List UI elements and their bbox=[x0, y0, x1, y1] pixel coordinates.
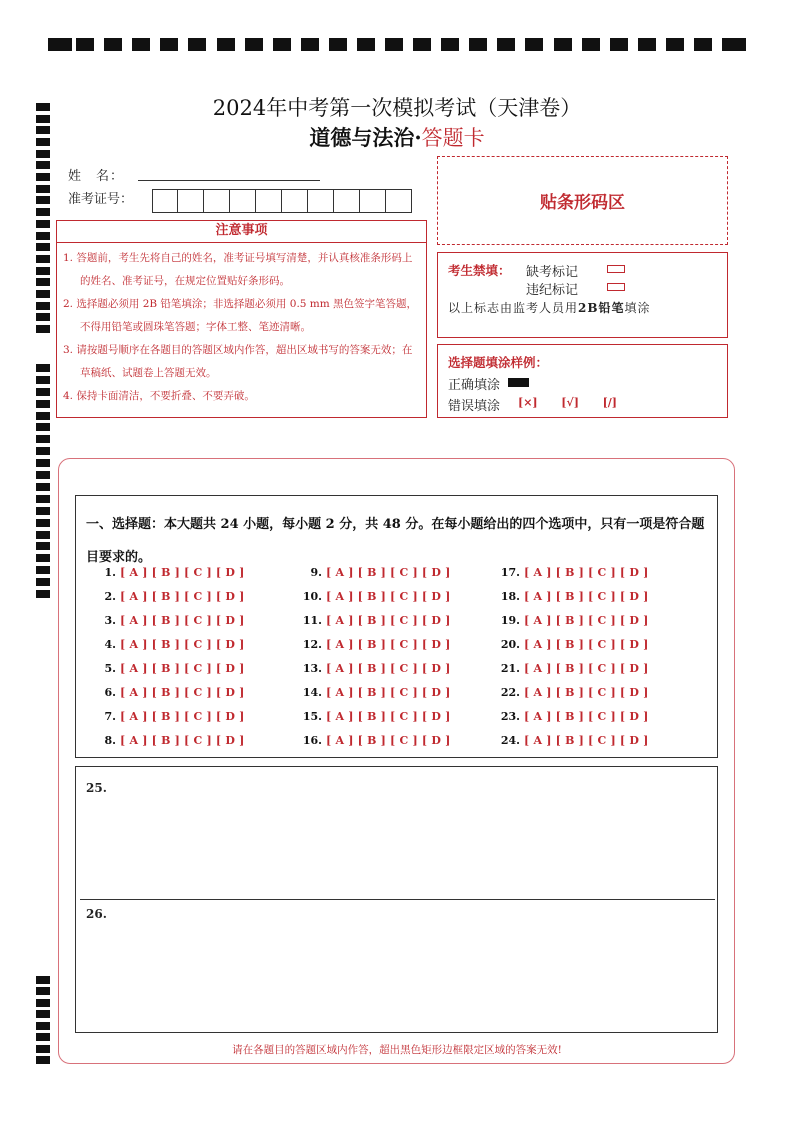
id-digit-box[interactable] bbox=[204, 189, 230, 213]
question-number: 6. bbox=[104, 686, 116, 699]
choice-options[interactable]: [ A ] [ B ] [ C ] [ D ] bbox=[520, 590, 649, 603]
timing-mark bbox=[385, 38, 403, 51]
timing-mark bbox=[160, 38, 178, 51]
timing-mark bbox=[36, 278, 50, 286]
timing-mark bbox=[48, 38, 72, 51]
timing-mark bbox=[36, 566, 50, 574]
question-25-number: 25. bbox=[86, 781, 107, 795]
choice-row[interactable] bbox=[98, 638, 245, 662]
choice-row[interactable] bbox=[298, 686, 451, 710]
exam-subtitle bbox=[0, 122, 794, 152]
timing-mark bbox=[36, 400, 50, 408]
timing-mark bbox=[582, 38, 600, 51]
timing-mark bbox=[694, 38, 712, 51]
timing-mark bbox=[36, 290, 50, 298]
answer-card-label: 答题卡 bbox=[421, 126, 485, 150]
choice-options[interactable]: [ A ] [ B ] [ C ] [ D ] bbox=[520, 614, 649, 627]
timing-mark bbox=[36, 173, 50, 181]
timing-mark bbox=[36, 1010, 50, 1018]
question-number: 5. bbox=[104, 662, 116, 675]
timing-mark bbox=[245, 38, 263, 51]
question-number: 20. bbox=[500, 638, 520, 651]
choice-row[interactable] bbox=[496, 614, 649, 638]
notice-heading: 注意事项 bbox=[57, 221, 426, 243]
timing-mark bbox=[36, 435, 50, 443]
choice-options[interactable]: [ A ] [ B ] [ C ] [ D ] bbox=[116, 710, 245, 723]
timing-mark bbox=[36, 161, 50, 169]
timing-mark bbox=[36, 220, 50, 228]
fill-sample-box bbox=[437, 344, 728, 418]
choice-row[interactable] bbox=[98, 734, 245, 758]
choice-options[interactable]: [ A ] [ B ] [ C ] [ D ] bbox=[322, 686, 451, 699]
question-divider bbox=[80, 899, 715, 900]
choice-options[interactable]: [ A ] [ B ] [ C ] [ D ] bbox=[322, 638, 451, 651]
multiple-choice-instructions: 一、选择题：本大题共 24 小题，每小题 2 分，共 48 分。在每小题给出的四个选项中，只有一项是符合题目要求的。 bbox=[86, 517, 705, 565]
choice-options[interactable]: [ A ] [ B ] [ C ] [ D ] bbox=[322, 662, 451, 675]
barcode-label: 贴条形码区 bbox=[540, 193, 625, 213]
question-number: 14. bbox=[302, 686, 322, 699]
question-number: 11. bbox=[302, 614, 322, 627]
question-number: 18. bbox=[500, 590, 520, 603]
choice-options[interactable]: [ A ] [ B ] [ C ] [ D ] bbox=[116, 590, 245, 603]
violation-mark-label: 违纪标记 bbox=[526, 283, 579, 298]
choice-options[interactable]: [ A ] [ B ] [ C ] [ D ] bbox=[322, 590, 451, 603]
absent-mark-box[interactable] bbox=[607, 265, 625, 273]
question-number: 15. bbox=[302, 710, 322, 723]
timing-mark bbox=[36, 459, 50, 467]
timing-mark bbox=[36, 313, 50, 321]
timing-mark bbox=[525, 38, 543, 51]
violation-mark-box[interactable] bbox=[607, 283, 625, 291]
question-number: 21. bbox=[500, 662, 520, 675]
timing-mark bbox=[36, 255, 50, 263]
timing-mark bbox=[329, 38, 347, 51]
question-number: 7. bbox=[104, 710, 116, 723]
timing-mark bbox=[36, 542, 50, 550]
timing-mark bbox=[36, 302, 50, 310]
timing-mark bbox=[36, 1033, 50, 1041]
choice-row[interactable] bbox=[98, 614, 245, 638]
id-digit-box[interactable] bbox=[334, 189, 360, 213]
choice-options[interactable]: [ A ] [ B ] [ C ] [ D ] bbox=[520, 638, 649, 651]
timing-mark bbox=[36, 208, 50, 216]
id-digit-box[interactable] bbox=[230, 189, 256, 213]
timing-mark bbox=[36, 554, 50, 562]
timing-mark bbox=[36, 364, 50, 372]
choice-row[interactable] bbox=[496, 686, 649, 710]
choice-row[interactable] bbox=[298, 638, 451, 662]
timing-mark bbox=[554, 38, 572, 51]
question-number: 13. bbox=[302, 662, 322, 675]
timing-mark bbox=[132, 38, 150, 51]
choice-row[interactable] bbox=[496, 710, 649, 734]
choice-options[interactable]: [ A ] [ B ] [ C ] [ D ] bbox=[116, 638, 245, 651]
choice-options[interactable]: [ A ] [ B ] [ C ] [ D ] bbox=[322, 710, 451, 723]
timing-mark bbox=[301, 38, 319, 51]
timing-mark bbox=[469, 38, 487, 51]
choice-options[interactable]: [ A ] [ B ] [ C ] [ D ] bbox=[520, 686, 649, 699]
exam-id-label: 准考证号： bbox=[68, 192, 134, 207]
examiner-only-label: 考生禁填： bbox=[448, 263, 511, 278]
choice-options[interactable]: [ A ] [ B ] [ C ] [ D ] bbox=[322, 734, 451, 747]
timing-mark bbox=[36, 1022, 50, 1030]
question-number: 1. bbox=[104, 566, 116, 579]
timing-mark bbox=[36, 243, 50, 251]
correct-fill-label: 正确填涂 bbox=[448, 378, 501, 393]
timing-mark bbox=[36, 578, 50, 586]
choice-options[interactable]: [ A ] [ B ] [ C ] [ D ] bbox=[322, 566, 451, 579]
timing-mark bbox=[104, 38, 122, 51]
question-number: 24. bbox=[500, 734, 520, 747]
footer-warning: 请在各题目的答题区域内作答，超出黑色矩形边框限定区域的答案无效! bbox=[232, 1044, 562, 1056]
timing-mark bbox=[36, 495, 50, 503]
timing-mark bbox=[36, 376, 50, 384]
name-label: 姓 名： bbox=[68, 169, 125, 184]
timing-mark bbox=[36, 976, 50, 984]
timing-mark bbox=[36, 999, 50, 1007]
choice-options[interactable]: [ A ] [ B ] [ C ] [ D ] bbox=[520, 734, 649, 747]
id-digit-box[interactable] bbox=[282, 189, 308, 213]
choice-options[interactable]: [ A ] [ B ] [ C ] [ D ] bbox=[520, 566, 649, 579]
choice-row[interactable] bbox=[496, 566, 649, 590]
timing-mark bbox=[36, 507, 50, 515]
choice-options[interactable]: [ A ] [ B ] [ C ] [ D ] bbox=[116, 734, 245, 747]
choice-row[interactable] bbox=[298, 590, 451, 614]
choice-options[interactable]: [ A ] [ B ] [ C ] [ D ] bbox=[116, 566, 245, 579]
fill-sample-label: 选择题填涂样例： bbox=[448, 355, 549, 370]
timing-mark bbox=[273, 38, 291, 51]
choice-row[interactable] bbox=[298, 566, 451, 590]
barcode-area bbox=[437, 156, 728, 245]
wrong-fill-marks: [×] [√] [/] bbox=[518, 396, 618, 409]
notice-item: 2. 选择题必须用 2B 铅笔填涂；非选择题必须用 0.5 mm 黑色签字笔答题，不得用铅笔或圆珠笔答题；字体工整、笔迹清晰。 bbox=[63, 298, 418, 333]
question-number: 22. bbox=[500, 686, 520, 699]
timing-mark bbox=[36, 232, 50, 240]
timing-mark bbox=[497, 38, 515, 51]
choice-column-2 bbox=[298, 566, 451, 758]
question-26-number: 26. bbox=[86, 907, 107, 921]
timing-mark bbox=[357, 38, 375, 51]
choice-options[interactable]: [ A ] [ B ] [ C ] [ D ] bbox=[116, 614, 245, 627]
choice-options[interactable]: [ A ] [ B ] [ C ] [ D ] bbox=[116, 662, 245, 675]
exam-id-boxes[interactable] bbox=[152, 189, 412, 213]
question-number: 4. bbox=[104, 638, 116, 651]
timing-mark bbox=[36, 267, 50, 275]
timing-mark bbox=[36, 519, 50, 527]
timing-mark bbox=[610, 38, 628, 51]
id-digit-box[interactable] bbox=[308, 189, 334, 213]
choice-options[interactable]: [ A ] [ B ] [ C ] [ D ] bbox=[520, 710, 649, 723]
timing-mark bbox=[36, 590, 50, 598]
examiner-only-box bbox=[437, 252, 728, 338]
timing-mark bbox=[36, 196, 50, 204]
choice-row[interactable] bbox=[298, 614, 451, 638]
notice-item: 4. 保持卡面清洁，不要折叠、不要弄破。 bbox=[63, 390, 255, 402]
choice-row[interactable] bbox=[98, 686, 245, 710]
question-number: 23. bbox=[500, 710, 520, 723]
choice-row[interactable] bbox=[496, 590, 649, 614]
timing-mark bbox=[36, 423, 50, 431]
notice-list bbox=[57, 243, 426, 408]
examiner-note-bold: 2B铅笔 bbox=[578, 301, 625, 315]
left-timing-marks-middle bbox=[36, 364, 50, 598]
question-number: 10. bbox=[302, 590, 322, 603]
timing-mark bbox=[722, 38, 746, 51]
choice-row[interactable] bbox=[298, 734, 451, 758]
timing-mark bbox=[188, 38, 206, 51]
choice-options[interactable]: [ A ] [ B ] [ C ] [ D ] bbox=[322, 614, 451, 627]
id-digit-box[interactable] bbox=[360, 189, 386, 213]
top-timing-marks bbox=[48, 38, 746, 51]
timing-mark bbox=[36, 388, 50, 396]
choice-row[interactable] bbox=[98, 710, 245, 734]
timing-mark bbox=[36, 412, 50, 420]
choice-row[interactable] bbox=[496, 638, 649, 662]
timing-mark bbox=[36, 185, 50, 193]
choice-row[interactable] bbox=[496, 662, 649, 686]
timing-mark bbox=[217, 38, 235, 51]
timing-mark bbox=[36, 1056, 50, 1064]
notice-box bbox=[56, 220, 427, 418]
correct-fill-mark bbox=[508, 378, 529, 387]
question-number: 8. bbox=[104, 734, 116, 747]
id-digit-box[interactable] bbox=[178, 189, 204, 213]
multiple-choice-section bbox=[75, 495, 718, 758]
question-number: 16. bbox=[302, 734, 322, 747]
notice-item: 3. 请按题号顺序在各题目的答题区域内作答，超出区域书写的答案无效；在草稿纸、试题卷上答题无效。 bbox=[63, 344, 413, 379]
timing-mark bbox=[638, 38, 656, 51]
timing-mark bbox=[441, 38, 459, 51]
examiner-note-end: 填涂 bbox=[624, 301, 651, 315]
choice-column-1 bbox=[98, 566, 245, 758]
question-number: 12. bbox=[302, 638, 322, 651]
question-number: 19. bbox=[500, 614, 520, 627]
choice-row[interactable] bbox=[98, 662, 245, 686]
timing-mark bbox=[666, 38, 684, 51]
timing-mark bbox=[413, 38, 431, 51]
choice-column-3 bbox=[496, 566, 649, 758]
question-number: 2. bbox=[104, 590, 116, 603]
choice-options[interactable]: [ A ] [ B ] [ C ] [ D ] bbox=[116, 686, 245, 699]
choice-row[interactable] bbox=[98, 566, 245, 590]
open-question-section bbox=[75, 766, 718, 1033]
timing-mark bbox=[36, 325, 50, 333]
name-input-line[interactable] bbox=[138, 180, 320, 181]
id-digit-box[interactable] bbox=[256, 189, 282, 213]
exam-title: 2024年中考第一次模拟考试（天津卷） bbox=[212, 96, 582, 120]
choice-options[interactable]: [ A ] [ B ] [ C ] [ D ] bbox=[520, 662, 649, 675]
question-number: 3. bbox=[104, 614, 116, 627]
absent-mark-label: 缺考标记 bbox=[526, 265, 579, 280]
examiner-note-text: 以上标志由监考人员用 bbox=[448, 301, 579, 315]
timing-mark bbox=[36, 483, 50, 491]
question-number: 17. bbox=[500, 566, 520, 579]
choice-row[interactable] bbox=[98, 590, 245, 614]
timing-mark bbox=[36, 471, 50, 479]
timing-mark bbox=[36, 447, 50, 455]
choice-row[interactable] bbox=[496, 734, 649, 758]
choice-row[interactable] bbox=[298, 662, 451, 686]
subject-name: 道德与法治· bbox=[309, 125, 422, 150]
timing-mark bbox=[36, 531, 50, 539]
examiner-note bbox=[448, 299, 651, 316]
timing-mark bbox=[76, 38, 94, 51]
question-number: 9. bbox=[310, 566, 322, 579]
id-digit-box[interactable] bbox=[152, 189, 178, 213]
notice-item: 1. 答题前，考生先将自己的姓名，准考证号填写清楚，并认真核准条形码上的姓名、准考证号，在规定位置贴好条形码。 bbox=[63, 252, 413, 287]
choice-row[interactable] bbox=[298, 710, 451, 734]
wrong-fill-label: 错误填涂 bbox=[448, 399, 501, 414]
id-digit-box[interactable] bbox=[386, 189, 412, 213]
timing-mark bbox=[36, 987, 50, 995]
